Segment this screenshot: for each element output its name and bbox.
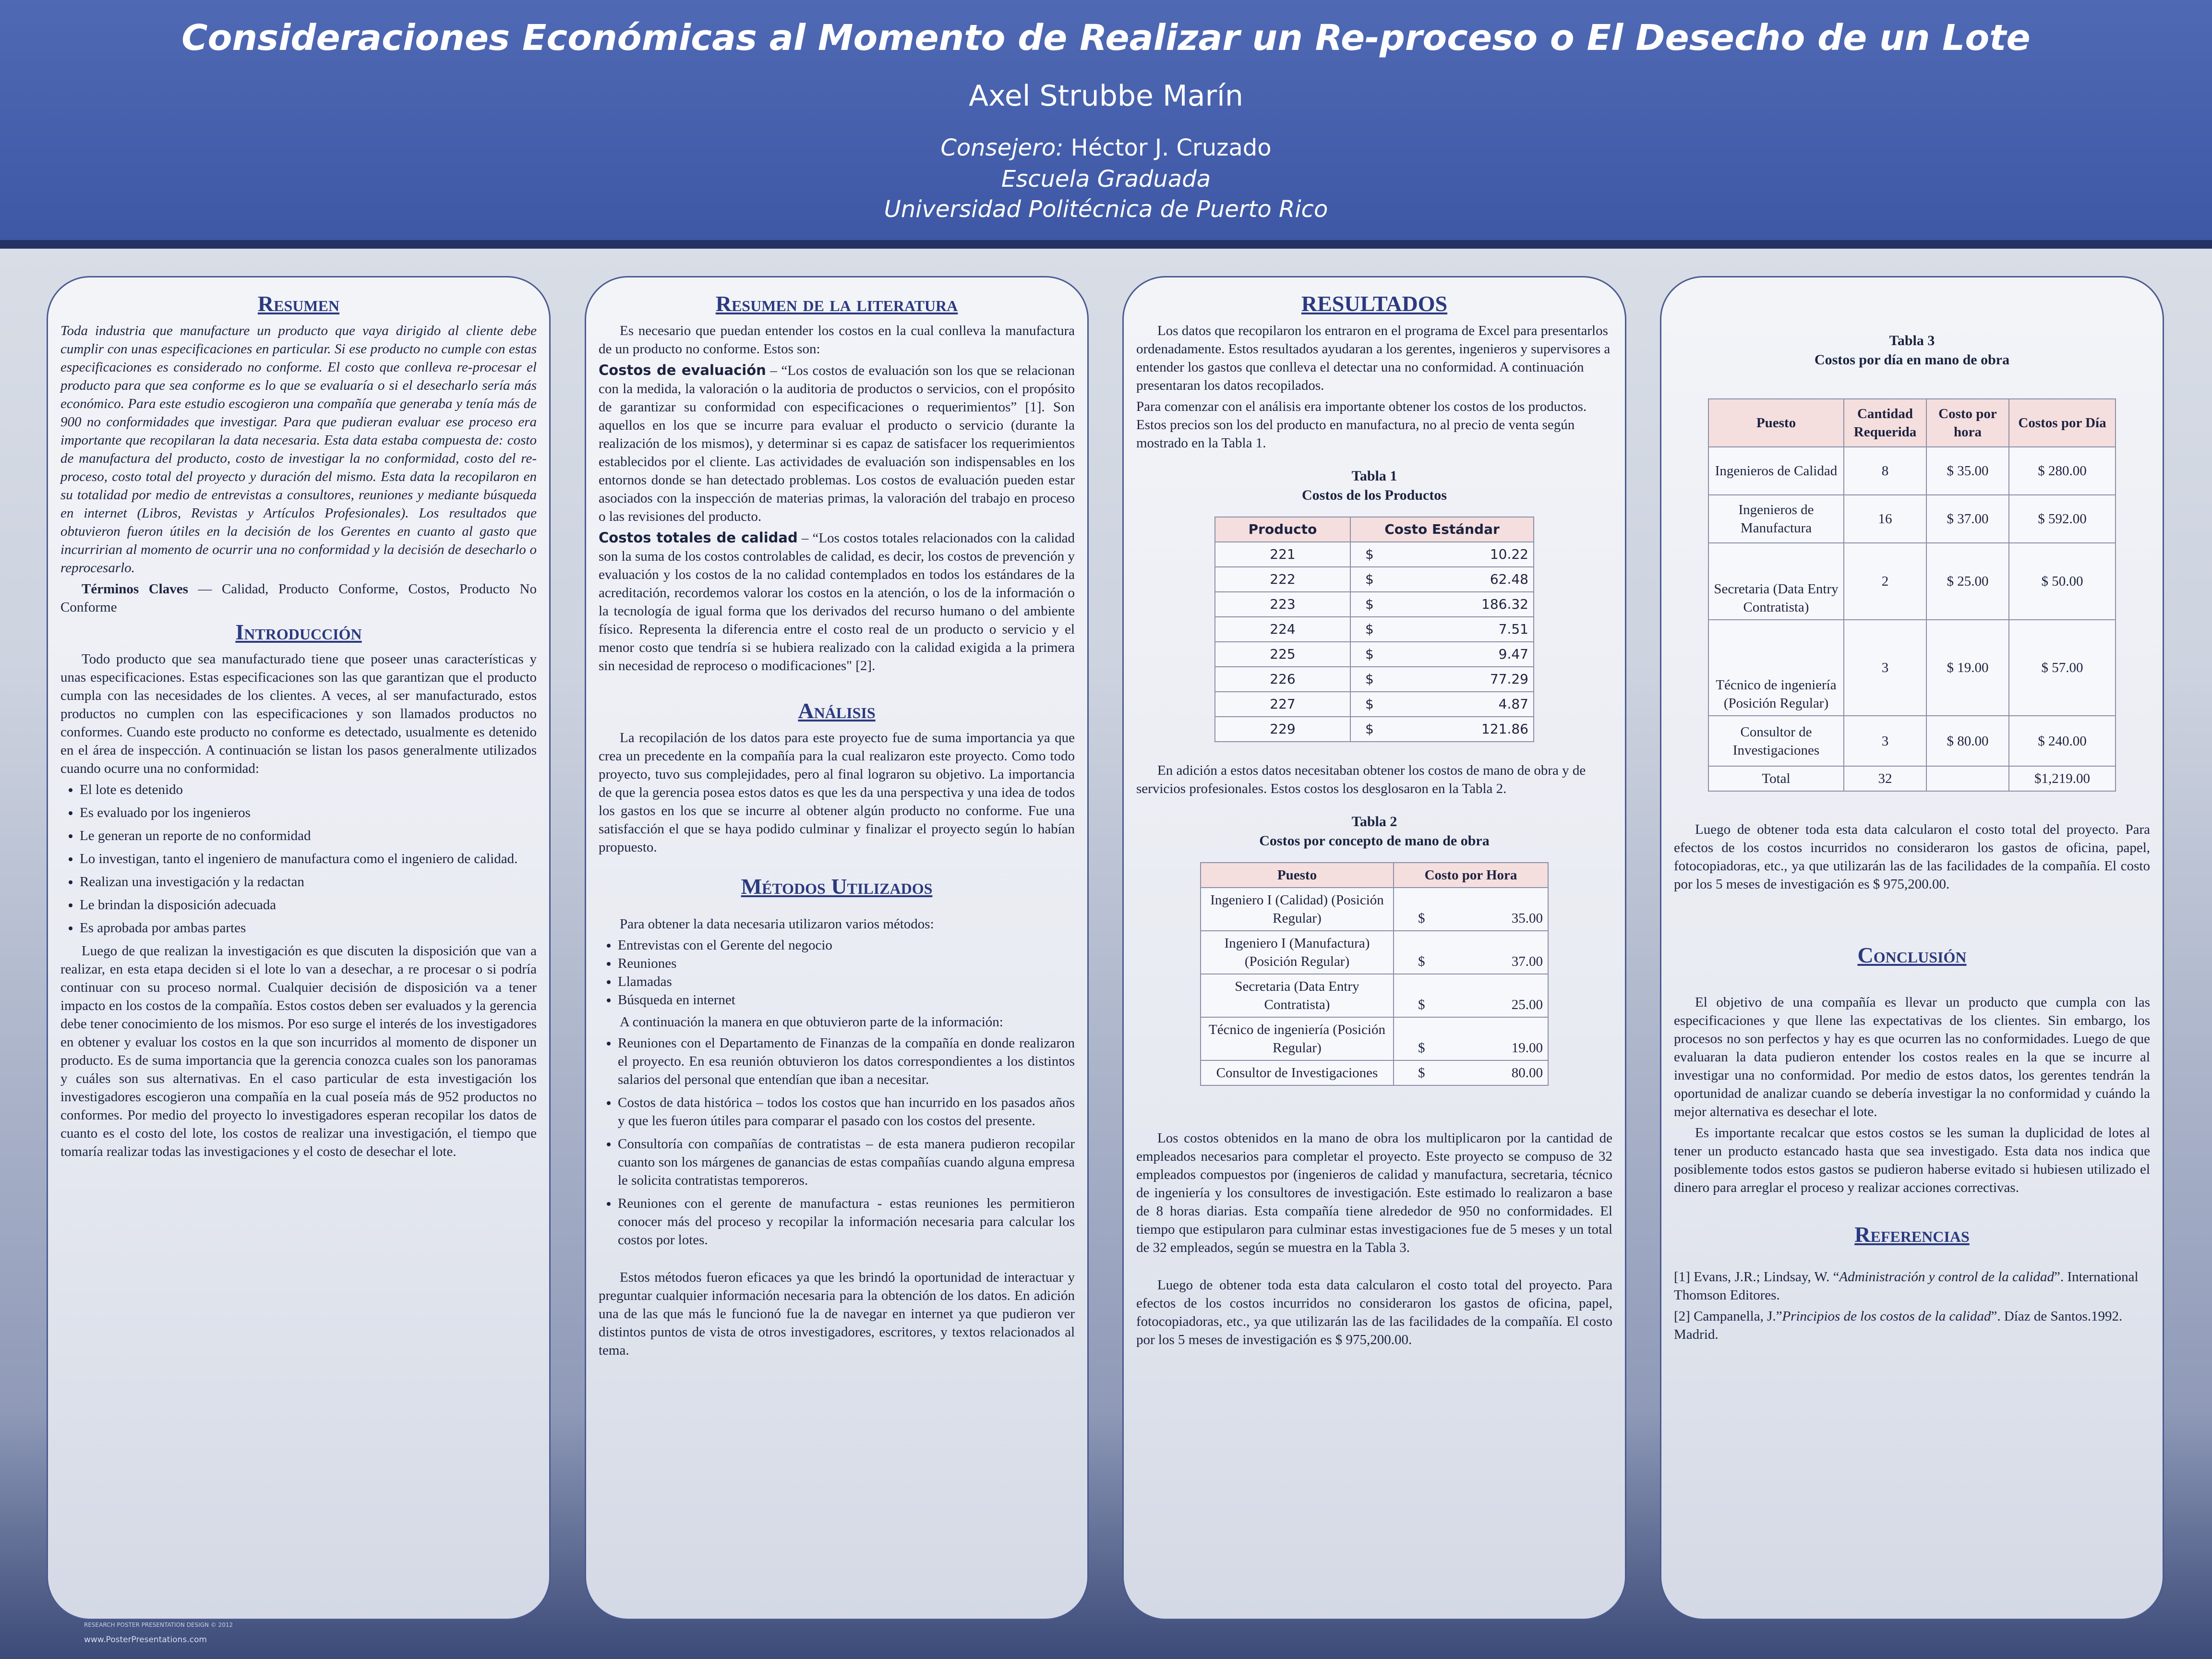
table-row [1201, 974, 1548, 1017]
resultados-p1: Los datos que recopilaron los entraron en el programa de Excel para presentarlos ordenadamente. Estos resultados ayudaran a los gerentes, ingenieros y supervisores a entender los gastos que conlleva el detectar una no conformidad. A continuación presentaran los datos recopilados. [1136, 323, 1611, 393]
column-3 [1122, 276, 1626, 1620]
column-header: Costos por Día [2009, 399, 2116, 447]
table-row [1201, 1060, 1548, 1085]
currency: $ [1365, 646, 1374, 662]
column-header: Producto [1215, 517, 1350, 542]
keywords-text: — Calidad, Producto Conforme, Costos, Producto No Conforme [60, 581, 537, 615]
list-item: • Entrevistas con el Gerente del negocio [618, 936, 1075, 954]
currency: $ [1365, 621, 1374, 637]
table-row [1708, 543, 2116, 620]
list-item: • Reuniones con el gerente de manufactura - estas reuniones les permitieron conocer más del proceso y recopilar la información necesaria para calcular los costos por lotes. [618, 1194, 1075, 1249]
costos-totales [599, 529, 1075, 675]
metodos-p1: Para obtener la data necesaria utilizaron varios métodos: [620, 916, 934, 932]
table-cell [1394, 1017, 1548, 1060]
list-item: • Costos de data histórica – todos los costos que han incurrido en los pasados años y que les fueron útiles para comparar el pasado con los costos del presente. [618, 1094, 1075, 1130]
school-name: Escuela Graduada [1001, 166, 1211, 192]
tabla3-number: Tabla 3 [1889, 333, 1935, 349]
introduccion-heading: Introducción [235, 620, 362, 644]
costos-totales-text: – “Los costos totales relacionados con la calidad son la suma de los costos controlables de calidad, es decir, los costos de prevención y evaluación y los costos de la no calidad contemplados en todos los estándares de la acreditación, recordemos valorar los costos en la atención, o los de la información o la tecnología de igual forma que los derivados del recurso humano o del ambiente físico. Representa la diferencia entre el costo real de un producto o servicio y el menor costo que tendría si se hubiera realizado con la calidad exigida a la primera sin necesidad de reproceso o modificaciones" [2]. [599, 530, 1075, 673]
table-cell [1394, 888, 1548, 931]
reference-2-title: Principios de los costos de la calidad [1782, 1309, 1991, 1324]
list-item: • Lo investigan, tanto el ingeniero de manufactura como el ingeniero de calidad. [80, 850, 537, 868]
table-cell: 222 [1215, 567, 1350, 592]
table-cell: Ingeniero I (Calidad) (Posición Regular) [1201, 888, 1394, 931]
reference-2-authors: [2] Campanella, J.” [1674, 1309, 1782, 1324]
table-cell: 2 [1844, 543, 1926, 620]
table-row [1215, 617, 1534, 642]
tabla2-title: Costos por concepto de mano de obra [1259, 833, 1490, 849]
table-cell: $ 280.00 [2009, 447, 2116, 495]
table-row [1201, 1017, 1548, 1060]
resultados-p4: Los costos obtenidos en la mano de obra los multiplicaron por la cantidad de empleados necesarios para completar el proyecto. Este proyecto se compuso de 32 empleados compuestos por (ingenieros de calidad y manufactura, secretaria, técnico de ingeniería y los consultores de investigación. Este estimado lo realizaron a base de 8 horas diarias. Esta compañía tiene alrededor de 950 no conformidades. El tiempo que estipularon para culminar estas investigaciones fue de 5 meses y un total de 32 empleados, según se muestra en la Tabla 3. [1136, 1130, 1612, 1255]
resultados-p2: Para comenzar con el análisis era importante obtener los costos de los productos. Estos precios son los del producto en manufactura, no al precio de venta según mostrado en la Tabla 1. [1136, 399, 1587, 451]
table-cell: 229 [1215, 717, 1350, 742]
table-cell: $ 25.00 [1926, 543, 2009, 620]
amount: 10.22 [1490, 546, 1528, 562]
metodos-p3: Estos métodos fueron eficaces ya que les brindó la oportunidad de interactuar y preguntar cualquier información necesaria para la obtención de los datos. En adición una de las que más le funcionó fue la de navegar en internet ya que pudieron ver distintos puntos de vista de otros investigadores, escritores, y textos relacionados al tema. [599, 1270, 1075, 1358]
costos-totales-label: Costos totales de calidad [599, 529, 798, 546]
table-row [1215, 717, 1534, 742]
list-item: • Consultoría con compañías de contratistas – de esta manera pudieron recopilar cuanto son los márgenes de ganancias de estas compañías cuando alguna empresa le solicita contratistas temporeros. [618, 1135, 1075, 1190]
table-cell: $ 80.00 [1926, 716, 2009, 766]
table-cell [1926, 766, 2009, 791]
table-cell: Ingenieros de Calidad [1708, 447, 1844, 495]
table-cell: Total [1708, 766, 1844, 791]
reference-1-authors: [1] Evans, J.R.; Lindsay, W. “ [1674, 1269, 1839, 1285]
amount: 19.00 [1511, 1040, 1543, 1056]
currency: $ [1418, 1040, 1425, 1056]
table-cell: 221 [1215, 542, 1350, 567]
list-item: • El lote es detenido [80, 781, 537, 799]
introduccion-p2: Luego de que realizan la investigación es que discuten la disposición que van a realizar, en esta etapa deciden si el lote lo van a desechar, a re procesar o si podría continuar con su proceso normal. Cualquier decisión de disposición va a tener impacto en los costos de la compañía. Estos costos deben ser evaluados y la gerencia debe tener conocimiento de los mismos. Por eso surge el interés de los investigadores en obtener y evaluar los costos en la que son incurridos al momento de disponer un producto. Es de suma importancia que la gerencia conozca cuales son los panoramas y cuáles son sus alternativas. En el caso particular de esta investigación los investigadores escogieron una compañía en la cual poseía más de 952 productos no conformes. Por medio del proyecto lo investigadores esperan recopilar los datos de cuanto es el costo del lote, los costos de realizar una investigación, el tiempo que tomaría realizar todas las investigaciones y el costo de desechar el lote. [60, 943, 537, 1159]
amount: 186.32 [1481, 596, 1528, 612]
list-item: • Llamadas [618, 973, 1075, 991]
analisis-p1: La recopilación de los datos para este proyecto fue de suma importancia ya que crea un precedente en la compañía para la cual realizaron este proyecto. Como todo proyecto, tuvo sus complejidades, pero al final lograron su objetivo. La importancia de que la gerencia posea estos datos es que les da una perspectiva y una idea de todos los gastos en los que se incurre al obtener algún producto no conforme. Fue una satisfacción el que se haya podido culminar y finalizar el proyecto según lo habían propuesto. [599, 730, 1075, 855]
reference-2 [1674, 1307, 2150, 1344]
list-item: • Búsqueda en internet [618, 991, 1075, 1009]
table-cell: 8 [1844, 447, 1926, 495]
tabla1-caption [1136, 467, 1612, 505]
table-cell: 226 [1215, 667, 1350, 692]
table-row [1215, 667, 1534, 692]
university-name: Universidad Politécnica de Puerto Rico [884, 196, 1328, 223]
currency: $ [1418, 954, 1425, 969]
amount: 9.47 [1498, 646, 1528, 662]
table-row [1215, 692, 1534, 717]
list-item: • Le generan un reporte de no conformidad [80, 827, 537, 845]
table-cell [1350, 642, 1534, 667]
resultados-heading: RESULTADOS [1301, 291, 1448, 316]
literatura-p1: Es necesario que puedan entender los costos en la cual conlleva la manufactura de un producto no conforme. Estos son: [599, 323, 1075, 357]
amount: 25.00 [1511, 997, 1543, 1012]
methods-list [599, 936, 1075, 1009]
table-cell [1350, 542, 1534, 567]
table-cell: Secretaria (Data Entry Contratista) [1201, 974, 1394, 1017]
column-header: Costo Estándar [1350, 517, 1534, 542]
currency: $ [1365, 721, 1374, 737]
advisor-name: Héctor J. Cruzado [1070, 134, 1272, 161]
poster-header [0, 0, 2212, 249]
table-cell: $1,219.00 [2009, 766, 2116, 791]
tabla1-title: Costos de los Productos [1302, 487, 1447, 503]
metodos-p2: A continuación la manera en que obtuvieron parte de la información: [620, 1014, 1003, 1030]
metodos-heading: Métodos Utilizados [741, 874, 933, 899]
references-list [1674, 1268, 2150, 1344]
footer-credit: RESEARCH POSTER PRESENTATION DESIGN © 2012 [84, 1622, 233, 1628]
table-row [1215, 642, 1534, 667]
column-header: Cantidad Requerida [1844, 399, 1926, 447]
table-cell: $ 35.00 [1926, 447, 2009, 495]
table-cell: 16 [1844, 495, 1926, 543]
amount: 37.00 [1511, 954, 1543, 969]
table-cell: 224 [1215, 617, 1350, 642]
table-cell: 223 [1215, 592, 1350, 617]
resultados-p3: En adición a estos datos necesitaban obtener los costos de mano de obra y de servicios profesionales. Estos costos los desglosaron en la Tabla 2. [1136, 763, 1586, 796]
costos-evaluacion-label: Costos de evaluación [599, 362, 766, 378]
table-cell: Técnico de ingeniería (Posición Regular) [1201, 1017, 1394, 1060]
tabla3 [1708, 398, 2116, 792]
table-cell: Ingenieros de Manufactura [1708, 495, 1844, 543]
amount: 7.51 [1498, 621, 1528, 637]
table-cell [1394, 1060, 1548, 1085]
resumen-body: Toda industria que manufacture un producto que vaya dirigido al cliente debe cumplir con unas especificaciones en particular. Si ese producto no cumple con estas especificaciones es considerado no conforme. El costo que conlleva re-procesar el producto para que sea conforme es lo que se evaluaría o si el desecharlo sería más económico. Para este estudio escogieron una compañía que generaba y tenía más de 900 no conformidades que investigar. Para que pudieran evaluar ese proceso era importante que recopilaran la data necesaria. Esta data estaba compuesta de: costo de manufactura del producto, costo de investigar la no conformidad, costo del re- proceso, costo total del proyecto y duración del mismo. Esta data la recopilaron en su totalidad por medio de entrevistas a consultores, reuniones y mediante búsqueda en internet (Libros, Revistas y Artículos Profesionales). Los resultados que obtuvieron fueron útiles en la decisión de los Gerentes en cuanto al gasto que incurririan al momento de ocurrir una no conformidad y la decisión de desecharlo o reprocesarlo. [60, 323, 537, 576]
reference-1 [1674, 1268, 2150, 1304]
keywords [60, 580, 537, 616]
author-name: Axel Strubbe Marín [969, 79, 1243, 113]
resultados-p5: Luego de obtener toda esta data calcularon el costo total del proyecto. Para efectos de los costos incurridos no consideraron los gastos de oficina, papel, fotocopiadoras, etc., ya que utilizarán las de las facilidades de la compañía. El costo por los 5 meses de investigación es $ 975,200.00. [1136, 1277, 1612, 1347]
column-header: Puesto [1708, 399, 1844, 447]
table-cell: $ 50.00 [2009, 543, 2116, 620]
table-cell: 3 [1844, 620, 1926, 716]
poster-title: Consideraciones Económicas al Momento de Realizar un Re-proceso o El Desecho de un Lote [181, 17, 2031, 59]
table-row [1201, 931, 1548, 974]
tabla3-caption [1674, 331, 2150, 370]
introduccion-p1: Todo producto que sea manufacturado tiene que poseer unas características y unas especificaciones. Estas especificaciones son las que garantizan que el producto cumpla con las necesidades de los clientes. A veces, al ser manufacturado, estos productos no cumplen con las especificaciones y son llamados productos no conformes. Cuando este producto no conforme es detectado, usualmente es detenido en el área de inspección. A continuación se listan los pasos generalmente utilizados cuando ocurre una no conformidad: [60, 651, 537, 776]
reference-1-title: Administración y control de la calidad [1839, 1269, 2055, 1285]
list-item: • Reuniones con el Departamento de Finanzas de la compañía en donde realizaron el proyecto. En esa reunión obtuvieron los datos correspondientes a los distintos salarios del personal que entendían que iban a necesitar. [618, 1034, 1075, 1089]
list-item: • Reuniones [618, 954, 1075, 973]
list-item: • Es aprobada por ambas partes [80, 919, 537, 937]
table-cell: 227 [1215, 692, 1350, 717]
table-row [1708, 447, 2116, 495]
table-cell [1350, 567, 1534, 592]
tabla2-number: Tabla 2 [1351, 814, 1397, 830]
table-header-row [1215, 517, 1534, 542]
table-header-row [1708, 399, 2116, 447]
list-item: • Realizan una investigación y la redactan [80, 873, 537, 891]
tabla3-title: Costos por día en mano de obra [1814, 352, 2010, 368]
table-cell: Consultor de Investigaciones [1201, 1060, 1394, 1085]
table-row [1215, 567, 1534, 592]
conclusion-p2: Es importante recalcar que estos costos se les suman la duplicidad de lotes al tener un producto estancado hasta que sea investigado. Esta data nos indica que posiblemente todos estos gastos se pudieron haberse evitado si hubiesen utilizado el dinero para arreglar el proceso y realizar acciones correctivas. [1674, 1125, 2150, 1195]
tabla1 [1214, 517, 1534, 742]
costos-evaluacion [599, 361, 1075, 526]
table-cell [1350, 717, 1534, 742]
currency: $ [1418, 1065, 1425, 1081]
table-cell [1350, 617, 1534, 642]
advisor-label: Consejero: [940, 134, 1064, 161]
table-cell: 3 [1844, 716, 1926, 766]
table-cell: Consultor de Investigaciones [1708, 716, 1844, 766]
col4-p1: Luego de obtener toda esta data calcularon el costo total del proyecto. Para efectos de los costos incurridos no consideraron los gastos de oficina, papel, fotocopiadoras, etc., ya que utilizarán las de las facilidades de la compañía. El costo por los 5 meses de investigación es $ 975,200.00. [1674, 822, 2150, 892]
reference-2-publisher: ”. Díaz de Santos.1992. Madrid. [1674, 1309, 2123, 1342]
currency: $ [1418, 997, 1425, 1012]
amount: 35.00 [1511, 911, 1543, 926]
table-cell [1394, 931, 1548, 974]
referencias-heading: Referencias [1854, 1222, 1970, 1247]
table-cell: Secretaria (Data Entry Contratista) [1708, 543, 1844, 620]
table-total-row [1708, 766, 2116, 791]
analisis-heading: Análisis [798, 698, 876, 723]
currency: $ [1365, 696, 1374, 712]
table-cell: $ 19.00 [1926, 620, 2009, 716]
conclusion-p1: El objetivo de una compañía es llevar un producto que cumpla con las especificaciones y que llene las expectativas de los clientes. Sin embargo, los procesos no son perfectos y hay es que ocurren las no conformidades. Luego de que evaluaran la data pudieron entender los costos reales en la que se incurre al investigar una no conformidad. Por medio de estos datos, los gerentes tendrán la oportunidad de analizar cuando se debería investigar la no conformidad y cuándo la mejor alternativa es desechar el lote. [1674, 995, 2150, 1119]
table-row [1708, 620, 2116, 716]
reference-1-publisher: ”. International Thomson Editores. [1674, 1269, 2139, 1303]
table-cell [1350, 592, 1534, 617]
table-cell: $ 592.00 [2009, 495, 2116, 543]
table-row [1708, 716, 2116, 766]
footer-url[interactable]: www.PosterPresentations.com [84, 1635, 207, 1645]
amount: 80.00 [1511, 1065, 1543, 1081]
table-cell: 32 [1844, 766, 1926, 791]
currency: $ [1365, 546, 1374, 562]
table-cell [1350, 692, 1534, 717]
table-cell [1394, 974, 1548, 1017]
column-4 [1660, 276, 2164, 1620]
conclusion-heading: Conclusión [1857, 943, 1967, 967]
amount: 62.48 [1490, 571, 1528, 587]
resumen-heading: Resumen [257, 291, 340, 316]
currency: $ [1365, 596, 1374, 612]
table-cell: $ 240.00 [2009, 716, 2116, 766]
table-cell [1350, 667, 1534, 692]
table-cell: $ 37.00 [1926, 495, 2009, 543]
currency: $ [1418, 911, 1425, 926]
list-item: • Le brindan la disposición adecuada [80, 896, 537, 914]
literatura-heading: Resumen de la literatura [715, 291, 958, 316]
amount: 77.29 [1490, 671, 1528, 687]
currency: $ [1365, 571, 1374, 587]
tabla2-caption [1136, 812, 1612, 851]
amount: 4.87 [1498, 696, 1528, 712]
table-row [1215, 592, 1534, 617]
amount: 121.86 [1481, 721, 1528, 737]
column-header: Costo por hora [1926, 399, 2009, 447]
column-header: Puesto [1201, 863, 1394, 888]
table-cell: Ingeniero I (Manufactura) (Posición Regular) [1201, 931, 1394, 974]
table-row [1201, 888, 1548, 931]
table-cell: Técnico de ingeniería (Posición Regular) [1708, 620, 1844, 716]
column-header: Costo por Hora [1394, 863, 1548, 888]
column-1 [47, 276, 551, 1620]
info-list [599, 1034, 1075, 1249]
table-row [1708, 495, 2116, 543]
table-cell: $ 57.00 [2009, 620, 2116, 716]
tabla1-number: Tabla 1 [1351, 468, 1397, 484]
steps-list [60, 781, 537, 937]
table-row [1215, 542, 1534, 567]
table-cell: 225 [1215, 642, 1350, 667]
tabla2 [1200, 862, 1549, 1086]
advisor-line [0, 134, 2212, 161]
currency: $ [1365, 671, 1374, 687]
costos-evaluacion-text: – “Los costos de evaluación son los que se relacionan con la medida, la valoración o la auditoria de productos o servicios, con el propósito de garantizar su conformidad con especificaciones o requerimientos” [1]. Son aquellos en los que se incurre para evaluar el producto o servicio (durante la realización de los mismos), y determinar si es capaz de satisfacer los requerimientos establecidos por el cliente. Las actividades de evaluación son indispensables en los entornos donde se han detectado problemas. Los costos de evaluación pueden estar asociados con la inspección de materias primas, la valoración del trabajo en proceso o las revisiones del producto. [599, 363, 1075, 524]
keywords-label: Términos Claves [82, 581, 188, 597]
table-header-row [1201, 863, 1548, 888]
column-2 [585, 276, 1089, 1620]
list-item: • Es evaluado por los ingenieros [80, 804, 537, 822]
